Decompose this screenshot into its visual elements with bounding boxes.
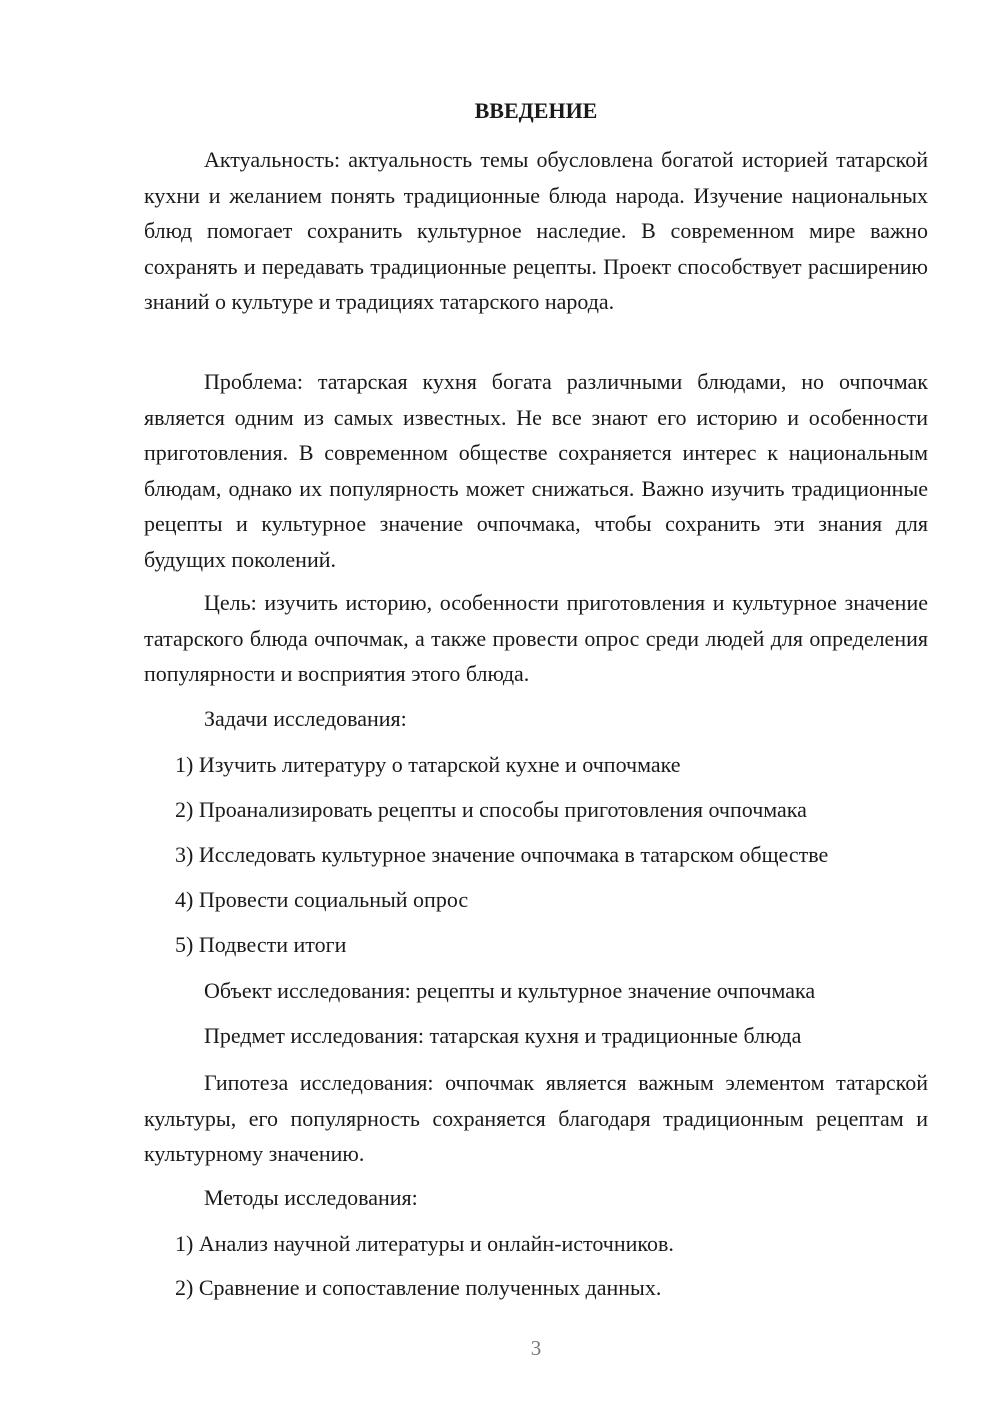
task-item: 1) Изучить литературу о татарской кухне и очпочмаке (175, 752, 681, 777)
goal-paragraph: Цель: изучить историю, особенности приготовления и культурное значение татарского блюда очпочмак, а также провести опрос среди людей для определения популярности и восприятия этого блюда. (144, 590, 928, 686)
methods-heading: Методы исследования: (204, 1185, 418, 1210)
method-item: 2) Сравнение и сопоставление полученных данных. (175, 1275, 662, 1300)
task-item: 3) Исследовать культурное значение очпочмака в татарском обществе (175, 842, 829, 867)
hypothesis-paragraph: Гипотеза исследования: очпочмак является важным элементом татарской культуры, его популярность сохраняется благодаря традиционным рецептам и культурному значению. (144, 1070, 928, 1166)
problem-paragraph: Проблема: татарская кухня богата различными блюдами, но очпочмак является одним из самых известных. Не все знают его историю и особенности приготовления. В современном обществе сохраняется интерес к национальным блюдам, однако их популярность может снижаться. Важно изучить традиционные рецепты и культурное значение очпочмака, чтобы сохранить эти знания для будущих поколений. (144, 369, 928, 572)
method-item: 1) Анализ научной литературы и онлайн-источников. (175, 1231, 674, 1256)
research-object: Объект исследования: рецепты и культурное значение очпочмака (204, 978, 816, 1003)
task-item: 5) Подвести итоги (175, 932, 347, 957)
section-title: ВВЕДЕНИЕ (474, 98, 598, 123)
tasks-heading: Задачи исследования: (204, 706, 407, 731)
page-number: 3 (530, 1336, 542, 1360)
task-item: 2) Проанализировать рецепты и способы приготовления очпочмака (175, 797, 807, 822)
task-item: 4) Провести социальный опрос (175, 887, 469, 912)
relevance-paragraph: Актуальность: актуальность темы обусловлена богатой историей татарской кухни и желанием понять традиционные блюда народа. Изучение национальных блюд помогает сохранить культурное наследие. В современном мире важно сохранять и передавать традиционные рецепты. Проект способствует расширению знаний о культуре и традициях татарского народа. (144, 147, 928, 314)
research-subject: Предмет исследования: татарская кухня и традиционные блюда (204, 1023, 802, 1048)
